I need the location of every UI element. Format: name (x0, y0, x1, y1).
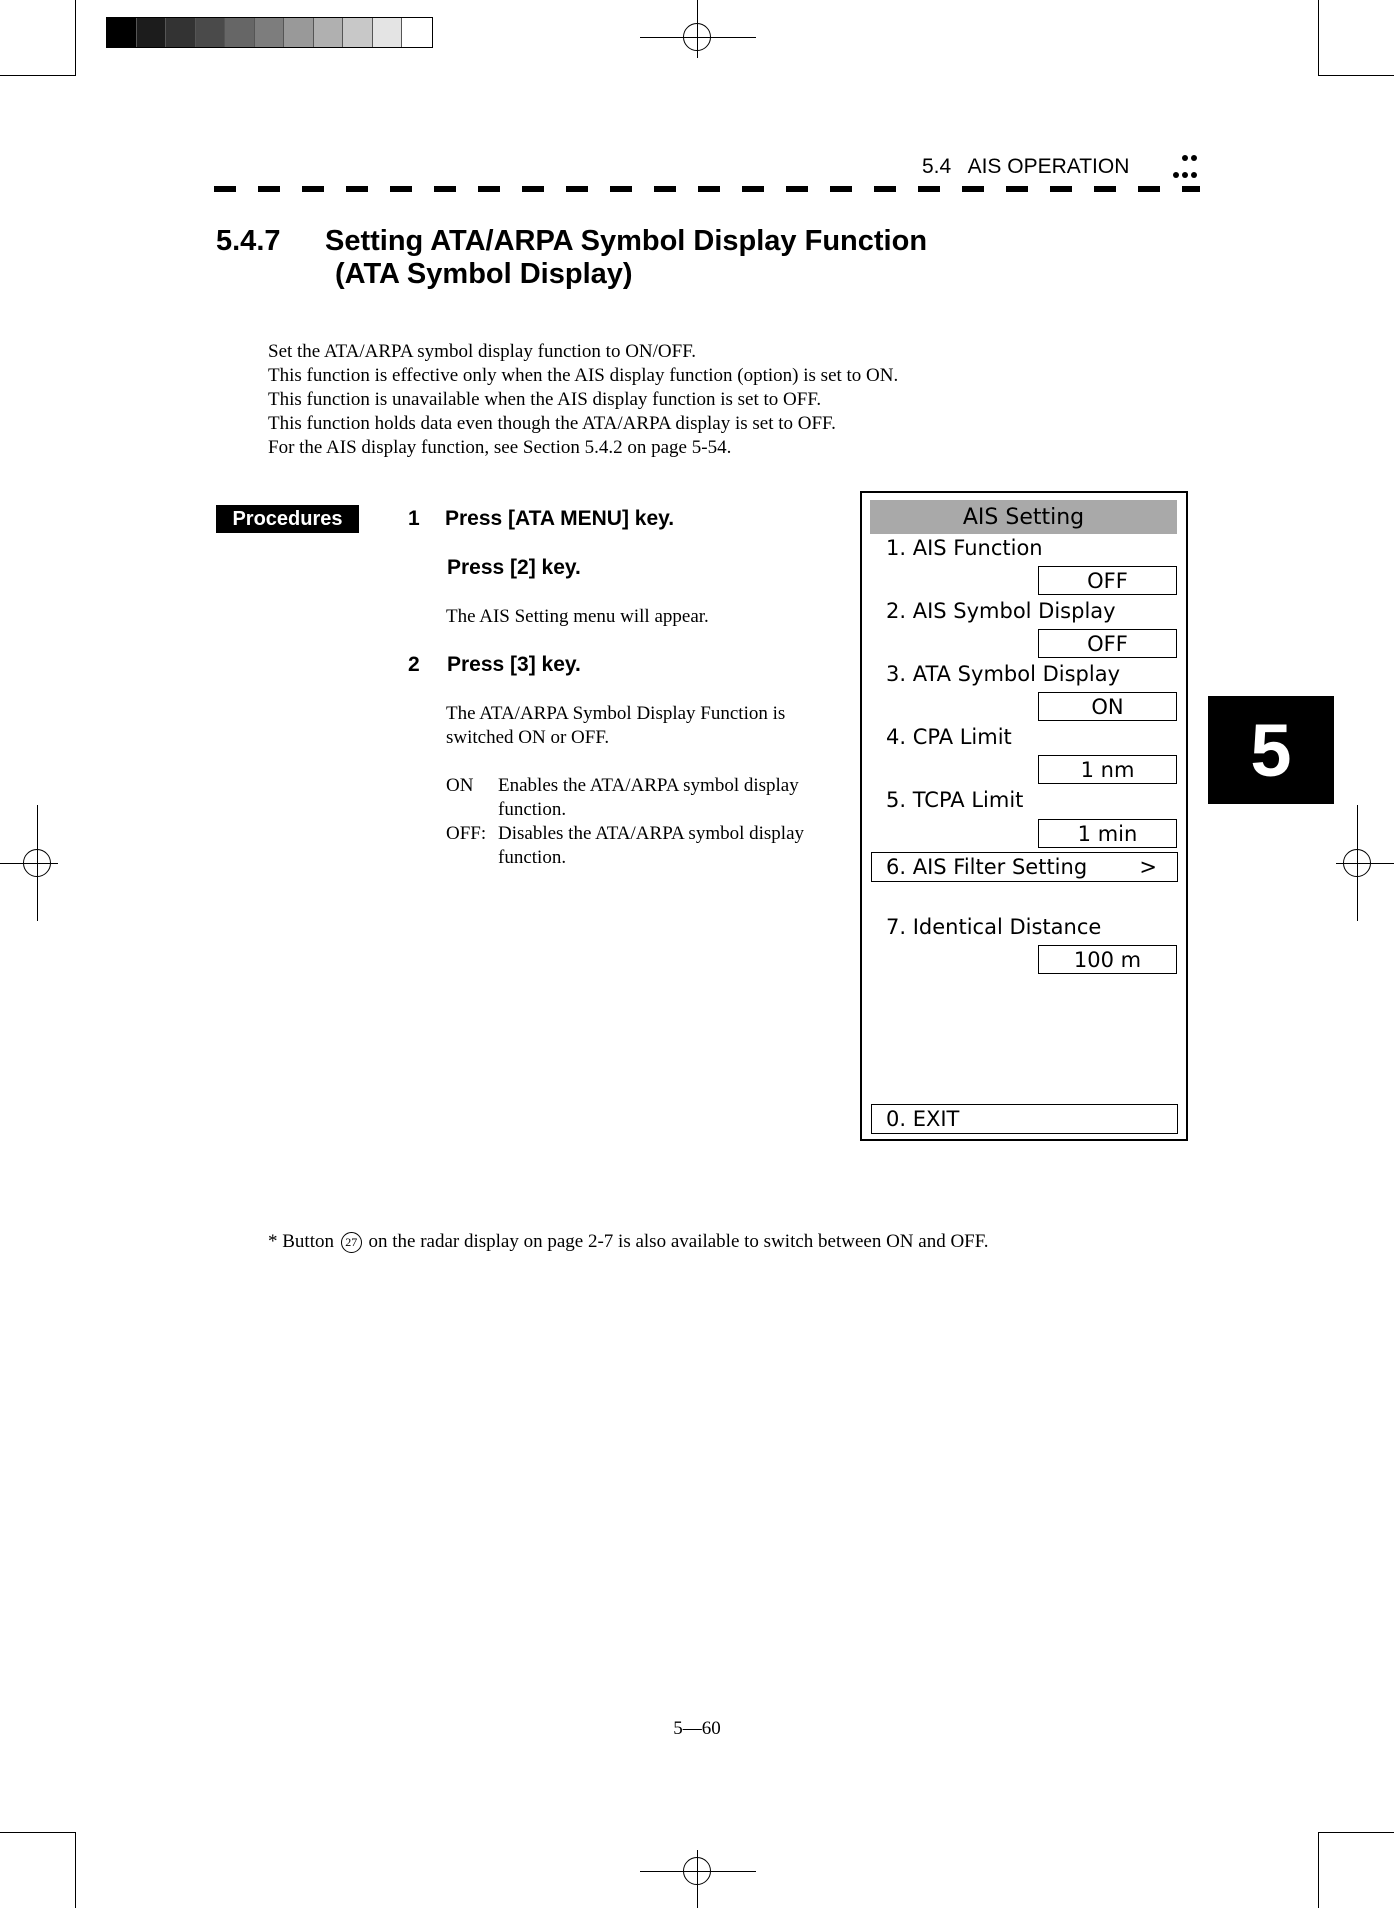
identical-distance-value[interactable]: 100 m (1038, 945, 1177, 974)
menu-title: AIS Setting (870, 500, 1177, 534)
option-on-name: ON (446, 775, 474, 796)
menu-item-ais-symbol-display[interactable]: 2. AIS Symbol Display (886, 599, 1116, 623)
grayscale-bar (106, 17, 433, 48)
ata-symbol-display-value[interactable]: ON (1038, 692, 1177, 721)
option-off-description (498, 822, 804, 870)
menu-item-identical-distance[interactable]: 7. Identical Distance (886, 915, 1102, 939)
step-1-key-ata-menu: Press [ATA MENU] key. (445, 507, 675, 530)
step-2-key-3: Press [3] key. (447, 653, 581, 676)
step-2-description (446, 702, 785, 750)
step-1-key-2: Press [2] key. (447, 556, 581, 579)
section-title-line-2: (ATA Symbol Display) (335, 258, 633, 290)
footnote-prefix: * Button (268, 1231, 334, 1252)
option-on-description (498, 774, 799, 822)
option-description-line: Disables the ATA/ARPA symbol display (498, 823, 805, 844)
section-number: 5.4.7 (216, 225, 281, 257)
footnote-suffix: on the radar display on page 2-7 is also available to switch between ON and OFF. (368, 1231, 989, 1252)
option-description-line: function. (498, 799, 567, 820)
running-header (922, 155, 1129, 179)
menu-item-ata-symbol-display[interactable]: 3. ATA Symbol Display (886, 662, 1120, 686)
exit-button[interactable]: 0. EXIT (871, 1104, 1178, 1134)
intro-text (268, 340, 898, 460)
footnote (268, 1230, 989, 1254)
intro-line: This function is effective only when the AIS display function (option) is set to ON. (268, 365, 899, 386)
header-divider (214, 186, 1200, 192)
dots-icon (1168, 152, 1198, 182)
section-title (325, 225, 927, 291)
step-2-number: 2 (408, 653, 420, 676)
header-section-number: 5.4 (922, 155, 952, 178)
menu-item-ais-filter-setting[interactable] (871, 852, 1178, 882)
tcpa-limit-value[interactable]: 1 min (1038, 819, 1177, 848)
procedures-label: Procedures (216, 505, 359, 533)
step-1-number: 1 (408, 507, 420, 530)
cpa-limit-value[interactable]: 1 nm (1038, 755, 1177, 784)
step-2-description-line: The ATA/ARPA Symbol Display Function is (446, 703, 786, 724)
menu-item-cpa-limit[interactable]: 4. CPA Limit (886, 725, 1012, 749)
menu-item-tcpa-limit[interactable]: 5. TCPA Limit (886, 788, 1024, 812)
header-title: AIS OPERATION (967, 155, 1130, 178)
ais-symbol-display-value[interactable]: OFF (1038, 629, 1177, 658)
section-title-line-1: Setting ATA/ARPA Symbol Display Function (325, 225, 928, 257)
chapter-tab: 5 (1208, 696, 1334, 804)
option-off-name: OFF: (446, 823, 487, 844)
ais-function-value[interactable]: OFF (1038, 566, 1177, 595)
intro-line: This function holds data even though the ATA/ARPA display is set to OFF. (268, 413, 836, 434)
chevron-right-icon: > (1139, 855, 1157, 879)
intro-line: Set the ATA/ARPA symbol display function to ON/OFF. (268, 341, 697, 362)
button-27-icon: 27 (341, 1232, 362, 1253)
step-1-description: The AIS Setting menu will appear. (446, 606, 709, 627)
ais-filter-setting-label: 6. AIS Filter Setting (886, 855, 1088, 879)
intro-line: This function is unavailable when the AIS display function is set to OFF. (268, 389, 822, 410)
step-2-description-line: switched ON or OFF. (446, 727, 610, 748)
intro-line: For the AIS display function, see Section 5.4.2 on page 5-54. (268, 437, 732, 458)
page-number: 5—60 (673, 1718, 721, 1739)
menu-item-ais-function[interactable]: 1. AIS Function (886, 536, 1043, 560)
option-description-line: function. (498, 847, 567, 868)
option-description-line: Enables the ATA/ARPA symbol display (498, 775, 799, 796)
